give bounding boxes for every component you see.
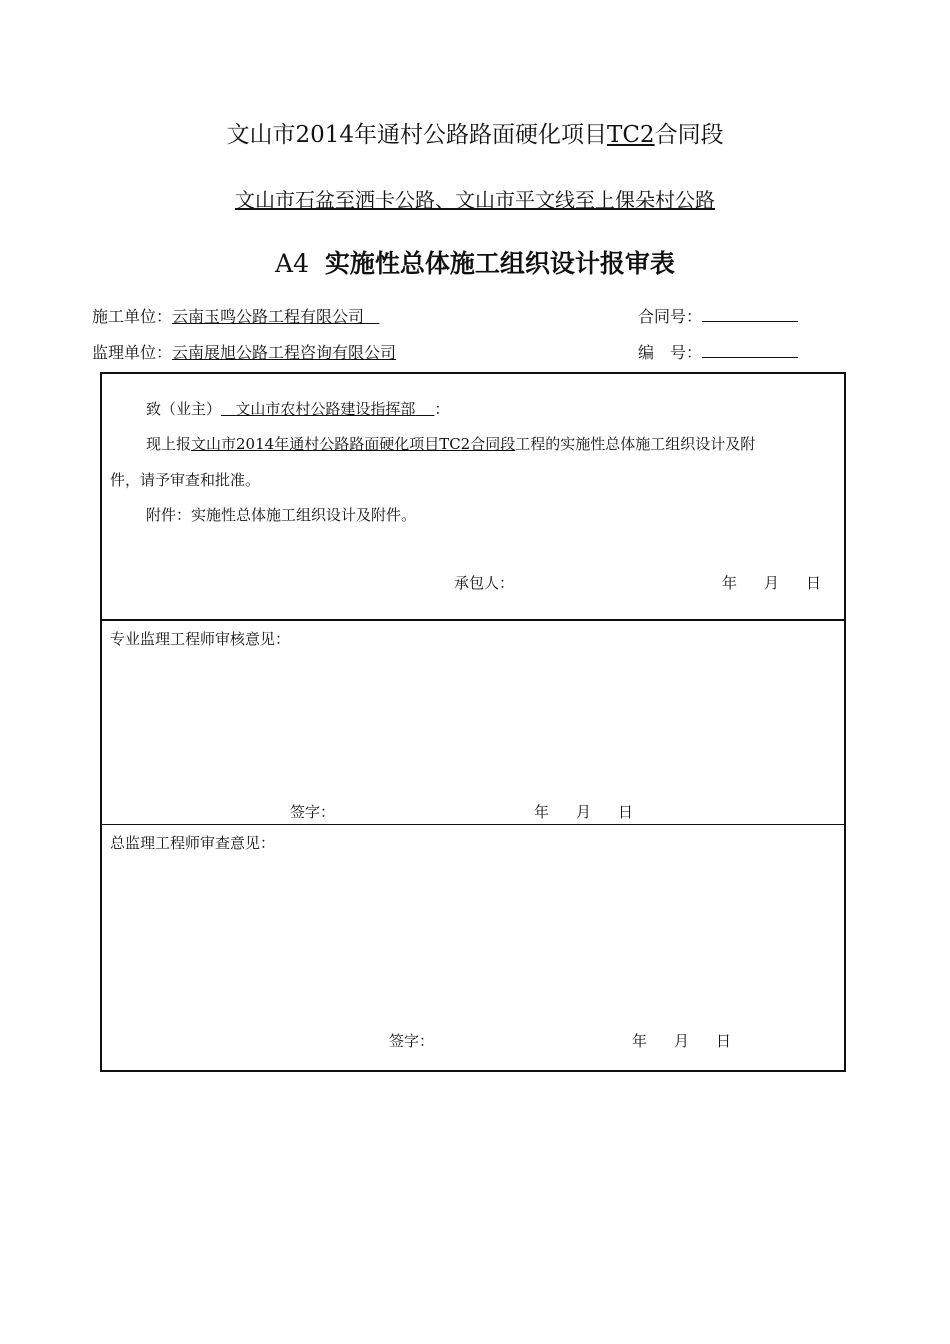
body-suffix: 工程的实施性总体施工组织设计及附 xyxy=(515,435,756,453)
chief-sign-date xyxy=(632,1030,758,1051)
form-title-text: 实施性总体施工组织设计报审表 xyxy=(324,249,675,278)
subtitle-text: 文山市石盆至洒卡公路、文山市平文线至上倮朵村公路 xyxy=(235,188,715,212)
addressee-line xyxy=(146,398,449,419)
date-day: 日 xyxy=(716,1032,732,1050)
engineer-review-label: 专业监理工程师审核意见： xyxy=(110,630,291,648)
serial-no-label: 编 号： xyxy=(638,343,703,362)
date-year: 年 xyxy=(632,1032,648,1050)
supervisor-line xyxy=(92,340,396,363)
serial-no-line xyxy=(638,340,798,363)
supervisor-value: 云南展旭公路工程咨询有限公司 xyxy=(172,343,397,362)
report-body-line2: 件，请予审查和批准。 xyxy=(110,471,261,489)
contractor-value: 云南玉鸣公路工程有限公司 xyxy=(172,307,365,326)
form-code: A4 xyxy=(275,249,310,278)
form-title xyxy=(0,244,950,280)
date-year: 年 xyxy=(722,574,738,592)
contractor-sign-label: 承包人： xyxy=(454,574,515,592)
date-month: 月 xyxy=(576,803,592,821)
contractor-label: 施工单位： xyxy=(92,307,173,326)
supervisor-label: 监理单位： xyxy=(92,343,173,362)
date-day: 日 xyxy=(618,803,634,821)
date-day: 日 xyxy=(806,574,822,592)
title-suffix: 合同段 xyxy=(654,122,724,148)
section-divider xyxy=(102,824,844,825)
chief-sign-label: 签字： xyxy=(389,1032,435,1050)
engineer-sign-label: 签字： xyxy=(290,803,336,821)
section-divider xyxy=(102,619,844,621)
body-project: 文山市2014年通村公路路面硬化项目TC2合同段 xyxy=(191,435,516,453)
title-prefix: 文山市2014年通村公路路面硬化项目 xyxy=(226,122,607,148)
chief-review-label: 总监理工程师审查意见： xyxy=(110,834,276,852)
body-prefix: 现上报 xyxy=(146,435,192,453)
contractor-sign-date xyxy=(722,572,848,593)
report-body-line1 xyxy=(146,433,755,454)
date-year: 年 xyxy=(534,803,550,821)
addressee-colon: ： xyxy=(434,400,450,418)
date-month: 月 xyxy=(674,1032,690,1050)
contractor-line xyxy=(92,304,379,327)
contract-no-label: 合同号： xyxy=(638,307,703,326)
serial-no-blank xyxy=(702,343,798,358)
title-contract: TC2 xyxy=(606,122,655,148)
addressee-label: 致（业主） xyxy=(146,400,222,418)
date-month: 月 xyxy=(764,574,780,592)
contract-no-line xyxy=(638,304,798,327)
engineer-sign-date xyxy=(534,801,660,822)
document-subtitle xyxy=(0,184,950,213)
addressee-value: 文山市农村公路建设指挥部 xyxy=(235,400,416,418)
document-title xyxy=(0,116,950,149)
attachment-line: 附件：实施性总体施工组织设计及附件。 xyxy=(146,506,417,524)
approval-form-table xyxy=(100,372,846,1072)
contract-no-blank xyxy=(702,307,798,322)
